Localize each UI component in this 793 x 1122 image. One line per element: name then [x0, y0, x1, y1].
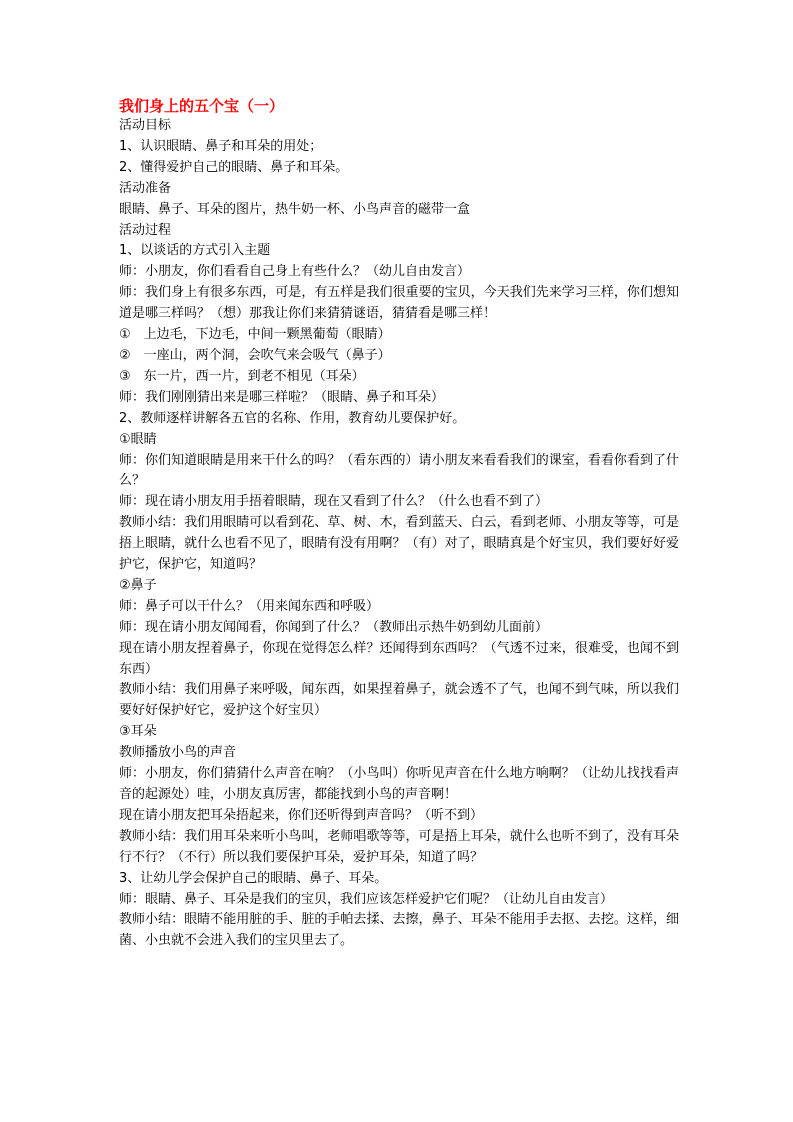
- riddle-3: ③ 东一片，西一片，到老不相见（耳朵）: [119, 368, 365, 384]
- riddle-2: ② 一座山，两个洞，会吹气来会吸气（鼻子）: [119, 347, 391, 363]
- dialogue-line: 师：眼睛、鼻子、耳朵是我们的宝贝，我们应该怎样爱护它们呢？（让幼儿自由发言）: [119, 891, 614, 907]
- heading-process: 活动过程: [119, 222, 172, 238]
- dialogue-line: 师：我们刚刚猜出来是哪三样啦？（眼睛、鼻子和耳朵）: [119, 389, 445, 405]
- summary-paragraph: 教师小结：眼睛不能用脏的手、脏的手帕去揉、去擦，鼻子、耳朵不能用手去抠、去挖。这样，细菌、小虫就不会进入我们的宝贝里去了。: [119, 912, 679, 949]
- document-page: [119, 96, 679, 952]
- step-2-heading: 2、教师逐样讲解各五官的名称、作用，教育幼儿要保护好。: [119, 410, 466, 426]
- dialogue-line: 师：现在请小朋友用手捂着眼睛，现在又看到了什么？（什么也看不到了）: [119, 494, 549, 510]
- section-nose-heading: ②鼻子: [119, 577, 157, 593]
- section-ears-heading: ③耳朵: [119, 724, 157, 740]
- goal-item-2: 2、懂得爱护自己的眼睛、鼻子和耳朵。: [119, 159, 349, 175]
- dialogue-paragraph: 师：小朋友，你们猜猜什么声音在响？（小鸟叫）你听见声音在什么地方响啊？（让幼儿找找看声音的起源处）哇，小朋友真厉害，都能找到小鸟的声音啊！: [119, 766, 679, 802]
- heading-preparation: 活动准备: [119, 180, 172, 196]
- dialogue-paragraph: 师：我们身上有很多东西，可是，有五样是我们很重要的宝贝，今天我们先来学习三样，你们想知道是哪三样吗？（想）那我让你们来猜猜谜语，猜猜看是哪三样！: [119, 285, 679, 322]
- dialogue-paragraph: 师：你们知道眼睛是用来干什么的吗？（看东西的）请小朋友来看看我们的课室，看看你看到了什么？: [119, 452, 679, 489]
- dialogue-paragraph: 现在请小朋友捏着鼻子，你现在觉得怎么样？还闻得到东西吗？（气透不过来，很难受，也闻不到东西）: [119, 640, 679, 677]
- summary-paragraph: 教师小结：我们用耳朵来听小鸟叫，老师唱歌等等，可是捂上耳朵，就什么也听不到了，没有耳朵行不行？（不行）所以我们要保护耳朵，爱护耳朵，知道了吗？: [119, 828, 679, 865]
- instruction-line: 教师播放小鸟的声音: [119, 745, 237, 761]
- dialogue-line: 师：鼻子可以干什么？（用来闻东西和呼吸）: [119, 598, 380, 614]
- goal-item-1: 1、认识眼睛、鼻子和耳朵的用处；: [119, 138, 323, 154]
- step-1-heading: 1、以谈话的方式引入主题: [119, 243, 271, 259]
- dialogue-line: 现在请小朋友把耳朵捂起来，你们还听得到声音吗？（听不到）: [119, 807, 484, 823]
- heading-goals: 活动目标: [119, 118, 172, 133]
- preparation-text: 眼睛、鼻子、耳朵的图片，热牛奶一杯、小鸟声音的磁带一盒: [119, 201, 471, 217]
- dialogue-line: 师：现在请小朋友闻闻看，你闻到了什么？（教师出示热牛奶到幼儿面前）: [119, 619, 549, 635]
- dialogue-line: 师：小朋友，你们看看自己身上有些什么？（幼儿自由发言）: [119, 264, 471, 280]
- document-title: 我们身上的五个宝（一）: [119, 97, 285, 115]
- summary-paragraph: 教师小结：我们用眼睛可以看到花、草、树、木，看到蓝天、白云，看到老师、小朋友等等，可是捂上眼睛，就什么也看不见了，眼睛有没有用啊？（有）对了，眼睛真是个好宝贝，我们要好好爱护它，保护它，知道吗？: [119, 515, 679, 573]
- summary-paragraph: 教师小结：我们用鼻子来呼吸，闻东西，如果捏着鼻子，就会透不了气，也闻不到气味，所以我们要好好保护好它，爱护这个好宝贝）: [119, 682, 679, 719]
- section-eyes-heading: ①眼睛: [119, 431, 157, 447]
- riddle-1: ① 上边毛，下边毛，中间一颗黑葡萄（眼睛）: [119, 327, 391, 343]
- step-3-heading: 3、让幼儿学会保护自己的眼睛、鼻子、耳朵。: [119, 870, 388, 886]
